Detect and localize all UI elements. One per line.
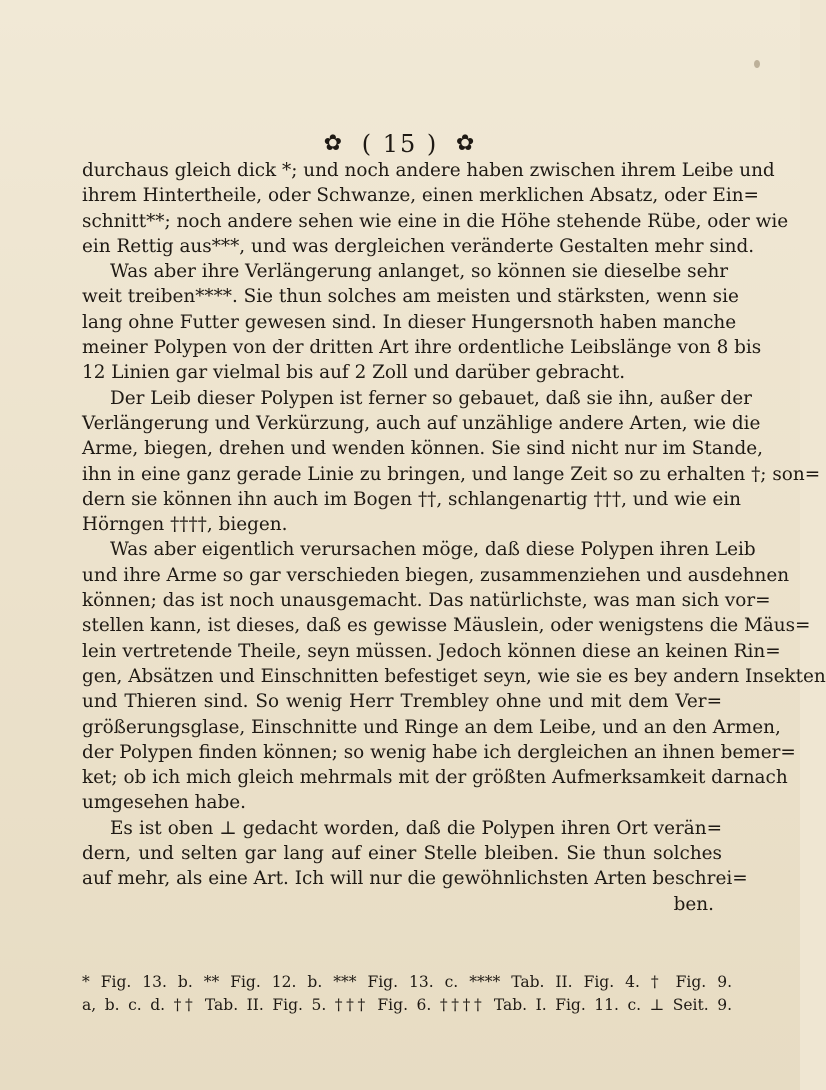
text-line: Verlängerung und Verkürzung, auch auf unzählige andere Arten, wie die — [82, 412, 761, 434]
ink-smudge — [754, 60, 760, 68]
page-number: ( 15 ) — [361, 129, 439, 158]
text-line: ihrem Hintertheile, oder Schwanze, einen merklichen Absatz, oder Ein= — [82, 185, 759, 207]
text-line: 12 Linien gar vielmal bis auf 2 Zoll und darüber gebracht. — [82, 362, 626, 384]
text-line: schnitt**; noch andere sehen wie eine in die Höhe stehende Rübe, oder wie — [82, 210, 789, 232]
text-line: Was aber eigentlich verursachen möge, daß diese Polypen ihren Leib — [110, 539, 756, 561]
ornament-left-icon: ✿ — [323, 131, 345, 156]
text-line: Es ist oben ⊥ gedacht worden, daß die Polypen ihren Ort verän= — [110, 817, 722, 839]
ornament-right-icon: ✿ — [455, 131, 477, 156]
text-line: gen, Absätzen und Einschnitten befestiget seyn, wie sie es bey andern Insekten — [82, 665, 826, 687]
text-line: Arme, biegen, drehen und wenden können. Sie sind nicht nur im Stande, — [82, 438, 764, 460]
text-line: weit treiben****. Sie thun solches am meisten und stärksten, wenn sie — [82, 286, 739, 308]
text-line: durchaus gleich dick *; und noch andere haben zwischen ihrem Leibe und — [82, 160, 775, 181]
text-line: meiner Polypen von der dritten Art ihre ordentliche Leibslänge von 8 bis — [82, 337, 762, 359]
text-line: Was aber ihre Verlängerung anlanget, so können sie dieselbe sehr — [110, 261, 729, 283]
text-line: der Polypen finden können; so wenig habe ich dergleichen an ihnen bemer= — [82, 741, 796, 763]
text-line: stellen kann, ist dieses, daß es gewisse Mäuslein, oder wenigstens die Mäus= — [82, 615, 811, 637]
text-line: dern, und selten gar lang auf einer Stelle bleiben. Sie thun solches — [82, 843, 722, 865]
page-header — [0, 128, 800, 158]
text-line: auf mehr, als eine Art. Ich will nur die gewöhnlichsten Arten beschrei= — [82, 868, 748, 890]
text-line: können; das ist noch unausgemacht. Das natürlichste, was man sich vor= — [82, 590, 771, 612]
text-line: ket; ob ich mich gleich mehrmals mit der größten Aufmerksamkeit darnach — [82, 767, 788, 789]
text-line: ein Rettig aus***, und was dergleichen veränderte Gestalten mehr sind. — [82, 235, 755, 257]
footnote-line: a, b. c. d. †† Tab. II. Fig. 5. ††† Fig. 6. †††† Tab. I. Fig. 11. c. ⊥ Seit. 9. — [82, 996, 732, 1014]
text-line: lang ohne Futter gewesen sind. In dieser Hungersnoth haben manche — [82, 311, 737, 333]
text-line: und Thieren sind. So wenig Herr Trembley ohne und mit dem Ver= — [82, 691, 722, 713]
text-line: ihn in eine ganz gerade Linie zu bringen, und lange Zeit so zu erhalten †; son= — [82, 463, 821, 485]
catchword: ben. — [673, 893, 714, 915]
footnote-line: * Fig. 13. b. ** Fig. 12. b. *** Fig. 13. c. **** Tab. II. Fig. 4. † Fig. 9. — [82, 973, 732, 991]
text-line: umgesehen habe. — [82, 792, 246, 814]
text-line: größerungsglase, Einschnitte und Ringe an dem Leibe, und an den Armen, — [82, 716, 781, 738]
main-text — [82, 158, 826, 917]
text-line: und ihre Arme so gar verschieden biegen, zusammenziehen und ausdehnen — [82, 564, 790, 586]
footnotes — [82, 971, 732, 1017]
text-line: Hörngen ††††, biegen. — [82, 514, 288, 536]
text-line: Der Leib dieser Polypen ist ferner so gebauet, daß sie ihn, außer der — [110, 387, 752, 409]
text-line: dern sie können ihn auch im Bogen ††, schlangenartig †††, und wie ein — [82, 488, 742, 510]
text-line: lein vertretende Theile, seyn müssen. Jedoch können diese an keinen Rin= — [82, 640, 781, 662]
